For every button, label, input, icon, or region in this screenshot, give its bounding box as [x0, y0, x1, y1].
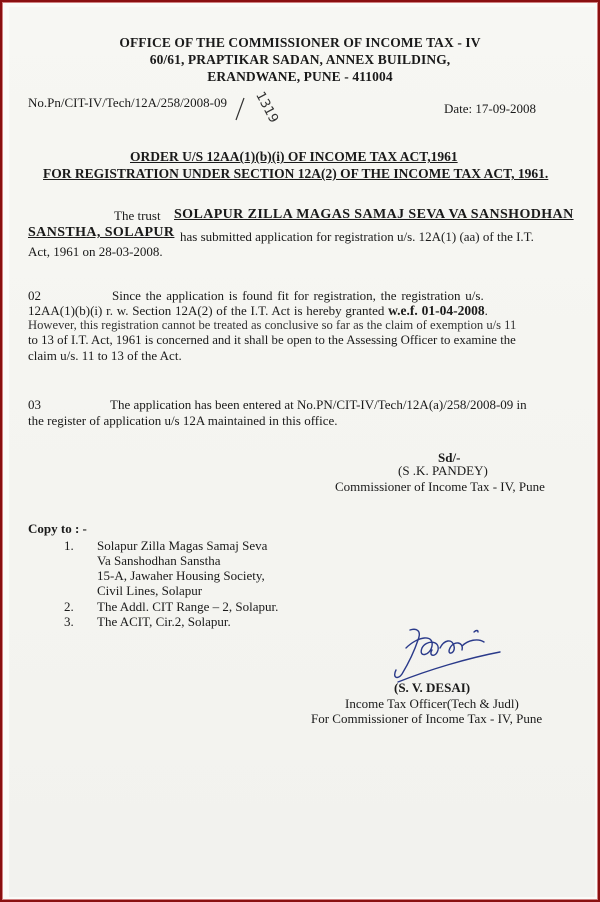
para2-line4: to 13 of I.T. Act, 1961 is concerned and it shall be open to the Assessing Officer to examine the	[28, 333, 516, 347]
trust-name-line1: SOLAPUR ZILLA MAGAS SAMAJ SEVA VA SANSHODHAN	[174, 207, 574, 222]
copy-item-1-line3: 15-A, Jawaher Housing Society,	[97, 568, 265, 583]
para2-line1: Since the application is found fit for registration, the registration u/s.	[112, 288, 484, 303]
para3-line2: the register of application u/s 12A maintained in this office.	[28, 413, 338, 428]
office-title: OFFICE OF THE COMMISSIONER OF INCOME TAX - IV	[119, 35, 481, 50]
copy-item-1-line2: Va Sanshodhan Sanstha	[97, 553, 221, 568]
office-address-line2: ERANDWANE, PUNE - 411004	[207, 69, 393, 84]
para1-text-line2: Act, 1961 on 28-03-2008.	[28, 244, 163, 259]
copy-item-2-line1: The Addl. CIT Range – 2, Solapur.	[97, 599, 279, 614]
para2-line2-end: .	[484, 303, 488, 318]
para1-lead: The trust	[114, 208, 161, 223]
office-address-line1: 60/61, PRAPTIKAR SADAN, ANNEX BUILDING,	[149, 52, 451, 67]
para2-line2	[28, 303, 488, 319]
document-frame	[2, 2, 598, 900]
handwritten-signature-icon	[388, 618, 508, 688]
trust-name-line2: SANSTHA, SOLAPUR	[28, 225, 175, 240]
signatory2-designation1: Income Tax Officer(Tech & Judl)	[345, 696, 519, 711]
copy-item-1-line4: Civil Lines, Solapur	[97, 583, 203, 598]
reference-number: No.Pn/CIT-IV/Tech/12A/258/2008-09	[28, 95, 228, 110]
para3-line1: The application has been entered at No.PN/CIT-IV/Tech/12A(a)/258/2008-09 in	[110, 397, 527, 412]
copy-item-3-line1: The ACIT, Cir.2, Solapur.	[97, 614, 231, 629]
para2-number: 02	[28, 288, 41, 303]
copy-item-2-number: 2.	[64, 599, 74, 614]
para2-line3: However, this registration cannot be treated as conclusive so far as the claim of exemption u/s 11	[28, 318, 517, 332]
signatory1-name: (S .K. PANDEY)	[398, 463, 488, 478]
copy-item-1-line1: Solapur Zilla Magas Samaj Seva	[97, 538, 268, 553]
handwritten-inward-number: 1319	[252, 89, 281, 126]
signatory2-name: (S. V. DESAI)	[394, 680, 471, 695]
grant-effective-date: w.e.f. 01-04-2008	[388, 303, 485, 318]
para1-text-line1: has submitted application for registration u/s. 12A(1) (aa) of the I.T.	[180, 229, 534, 244]
signed-mark: Sd/-	[438, 450, 461, 465]
para3-number: 03	[28, 397, 41, 412]
handwritten-mark-icon	[232, 94, 272, 124]
signatory1-designation: Commissioner of Income Tax - IV, Pune	[335, 479, 545, 494]
copy-to-heading: Copy to : -	[28, 521, 87, 536]
copy-item-1-number: 1.	[64, 538, 74, 553]
para2-line2-text: 12AA(1)(b)(i) r. w. Section 12A(2) of the I.T. Act is hereby granted	[28, 303, 385, 318]
signatory2-designation2: For Commissioner of Income Tax - IV, Pune	[311, 711, 543, 726]
order-date: Date: 17-09-2008	[444, 101, 537, 116]
para2-line5: claim u/s. 11 to 13 of the Act.	[28, 348, 182, 363]
order-title-line2: FOR REGISTRATION UNDER SECTION 12A(2) OF THE INCOME TAX ACT, 1961.	[43, 166, 549, 181]
order-title-line1: ORDER U/S 12AA(1)(b)(i) OF INCOME TAX ACT,1961	[130, 149, 458, 164]
copy-item-3-number: 3.	[64, 614, 74, 629]
document-page	[9, 7, 595, 897]
